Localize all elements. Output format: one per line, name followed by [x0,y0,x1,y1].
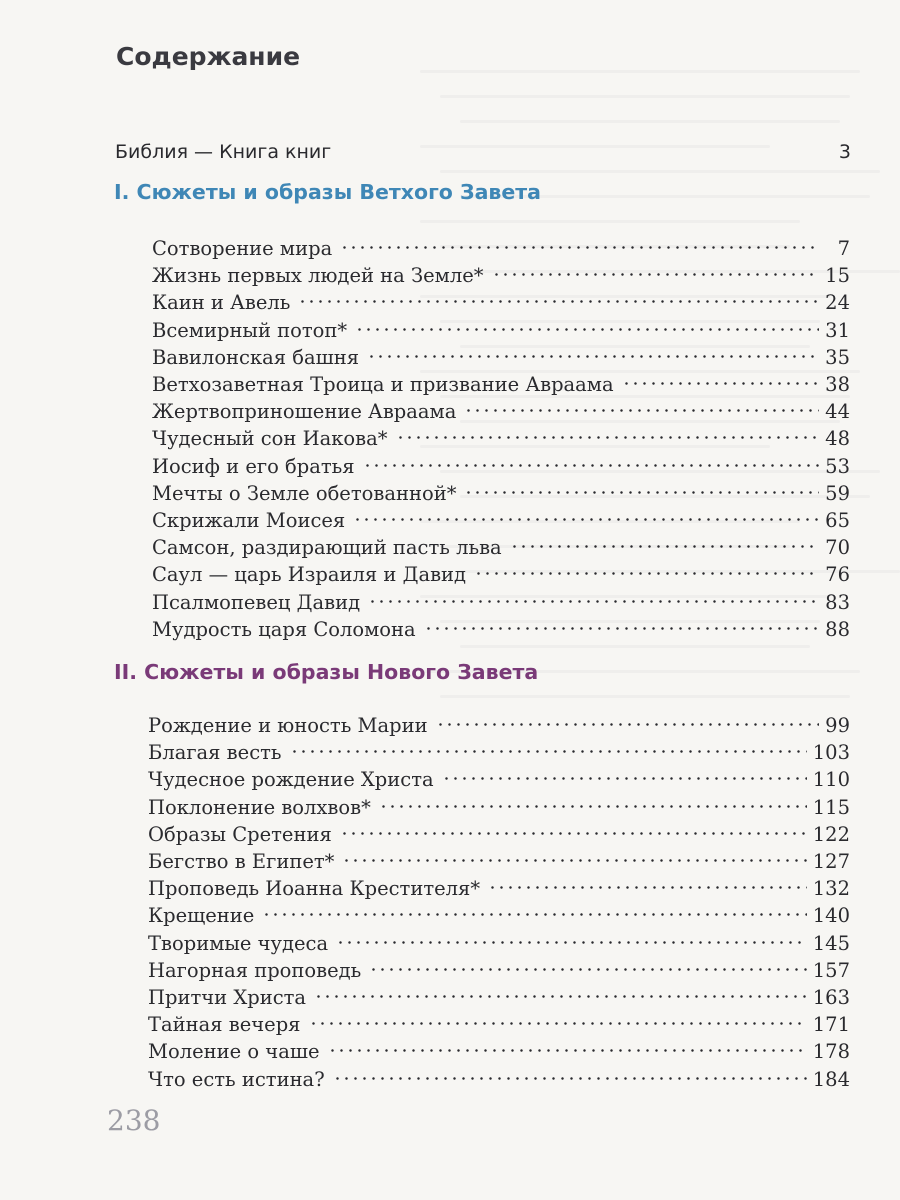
toc-entry [148,733,850,765]
toc-entry-intro [115,132,851,163]
toc-entry-title: Моление о чаше [148,1040,320,1064]
toc-entry [152,583,850,614]
toc-entry [148,869,850,901]
section-heading-new-testament: II. Сюжеты и образы Нового Завета [114,660,539,684]
toc-entry-title: Самсон, раздирающий пасть льва [152,536,502,560]
toc-leader [440,760,807,786]
show-through-line [440,170,880,173]
toc-entry-title: Тайная вечеря [148,1013,301,1037]
toc-entry-page: 171 [812,1013,850,1037]
toc-leader [462,392,819,418]
toc-leader [307,1005,807,1031]
toc-entry-title: Нагорная проповедь [148,958,362,982]
page-number: 238 [107,1104,161,1137]
toc-entry [148,788,850,819]
toc-entry-title: Крещение [148,904,255,928]
show-through-line [440,95,850,98]
toc-leader [620,365,820,391]
toc-entry-title: Притчи Христа [148,986,307,1009]
toc-entry-page: 163 [812,986,850,1009]
toc-entry [152,419,850,451]
toc-entry-page: 110 [812,768,850,792]
toc-entry-title: Библия — Книга книг [115,141,332,163]
toc-entry-page: 184 [812,1067,850,1091]
toc-entry-title: Иосиф и его братья [152,454,355,478]
toc-leader [422,610,820,636]
toc-leader [312,978,807,1004]
toc-entry [152,474,850,505]
toc-entry-title: Рождение и юность Марии [148,714,428,737]
toc-leader [394,419,820,445]
toc-entry-title: Скрижали Моисея [152,509,346,532]
toc-entry-title: Жизнь первых людей на Земле* [152,264,484,288]
toc-entry-page: 127 [812,850,850,873]
toc-entry [152,338,850,369]
toc-entry-title: Вавилонская башня [152,345,360,369]
toc-entry [152,501,850,532]
toc-entry-page: 70 [825,536,850,560]
toc-entry-page: 15 [825,264,850,288]
toc-leader [486,869,807,895]
toc-entry-title: Проповедь Иоанна Крестителя* [148,877,481,901]
toc-entry-title: Псалмопевец Давид [152,590,361,614]
toc-leader [340,842,806,868]
toc-entry-title: Мечты о Земле обетованной* [152,481,457,505]
toc-entry [152,447,850,478]
toc-entry-title: Образы Сретения [148,822,332,846]
toc-leader [434,706,820,732]
toc-entry [148,760,850,792]
toc-entry-page: 178 [812,1040,850,1064]
toc-entry-page: 53 [825,454,850,478]
toc-entry [152,311,850,342]
toc-leader [331,1060,807,1086]
toc-leader [367,951,806,977]
toc-entry-page: 48 [825,427,850,451]
show-through-line [420,220,800,223]
toc-entry-page: 99 [825,714,850,737]
toc-entry-page: 140 [812,904,850,928]
toc-entry [152,610,850,641]
toc-entry-title: Благая весть [148,741,282,765]
toc-entry-title: Саул — царь Израиля и Давид [152,563,467,587]
toc-entry-page: 24 [825,291,850,315]
toc-leader [472,555,819,581]
toc-entry-page: 122 [812,822,850,846]
toc-entry-page: 3 [838,141,851,163]
toc-entry [148,896,850,928]
toc-entry [152,283,850,315]
toc-leader [462,474,819,500]
toc-entry-title: Чудесное рождение Христа [148,768,434,792]
toc-leader [260,896,806,922]
toc-leader [366,583,819,609]
toc-leader [361,447,820,473]
toc-entry [148,1060,850,1091]
toc-entry [148,706,850,737]
toc-entry [152,555,850,587]
toc-entry [148,842,850,873]
toc-entry-title: Каин и Авель [152,291,291,315]
show-through-line [420,70,860,73]
toc-leader [377,788,807,814]
section-heading-old-testament: I. Сюжеты и образы Ветхого Завета [114,180,542,204]
show-through-line [460,120,840,123]
toc-entry-page: 38 [825,373,850,396]
toc-entry-title: Что есть истина? [148,1067,325,1091]
toc-leader [296,283,819,309]
toc-leader [334,924,807,950]
toc-entry-page: 88 [825,617,850,641]
page-title: Содержание [116,42,301,71]
toc-entry [148,951,850,982]
toc-entry [152,229,850,260]
toc-entry [152,256,850,288]
toc-leader [351,501,819,527]
toc-entry-title: Мудрость царя Соломона [152,617,416,641]
toc-leader [338,815,807,841]
toc-entry-page: 103 [812,741,850,765]
toc-entry [152,365,850,396]
toc-leader [326,1032,807,1058]
toc-entry-page: 31 [825,318,850,342]
show-through-line [460,645,810,648]
toc-entry-title: Жертвоприношение Авраама [152,400,457,424]
toc-leader [365,338,819,364]
toc-entry [152,392,850,424]
toc-leader [490,256,820,282]
toc-entry [148,1032,850,1064]
toc-entry-page: 35 [825,345,850,369]
toc-entry-title: Творимые чудеса [148,931,329,955]
toc-entry-page: 76 [825,563,850,587]
toc-entry [148,1005,850,1037]
toc-entry-title: Поклонение волхвов* [148,795,371,819]
toc-entry-page: 44 [825,400,850,424]
toc-leader [288,733,807,759]
toc-entry-title: Чудесный сон Иакова* [152,427,388,451]
toc-entry [148,978,850,1009]
toc-leader [338,229,820,255]
toc-leader [508,528,819,554]
toc-entry-title: Ветхозаветная Троица и призвание Авраама [152,373,614,396]
toc-entry-page: 65 [825,509,850,532]
toc-entry-page: 157 [812,958,850,982]
toc-entry [148,924,850,955]
toc-leader [337,132,821,158]
toc-entry [148,815,850,846]
toc-entry-page: 145 [812,931,850,955]
toc-entry-title: Сотворение мира [152,237,333,260]
show-through-line [440,695,850,698]
toc-entry-title: Всемирный потоп* [152,318,348,342]
toc-entry-title: Бегство в Египет* [148,850,335,873]
toc-entry [152,528,850,560]
toc-entry-page: 7 [837,237,850,260]
toc-entry-page: 115 [812,795,850,819]
toc-entry-page: 83 [825,590,850,614]
toc-leader [353,311,819,337]
toc-entry-page: 59 [825,481,850,505]
toc-entry-page: 132 [812,877,850,901]
